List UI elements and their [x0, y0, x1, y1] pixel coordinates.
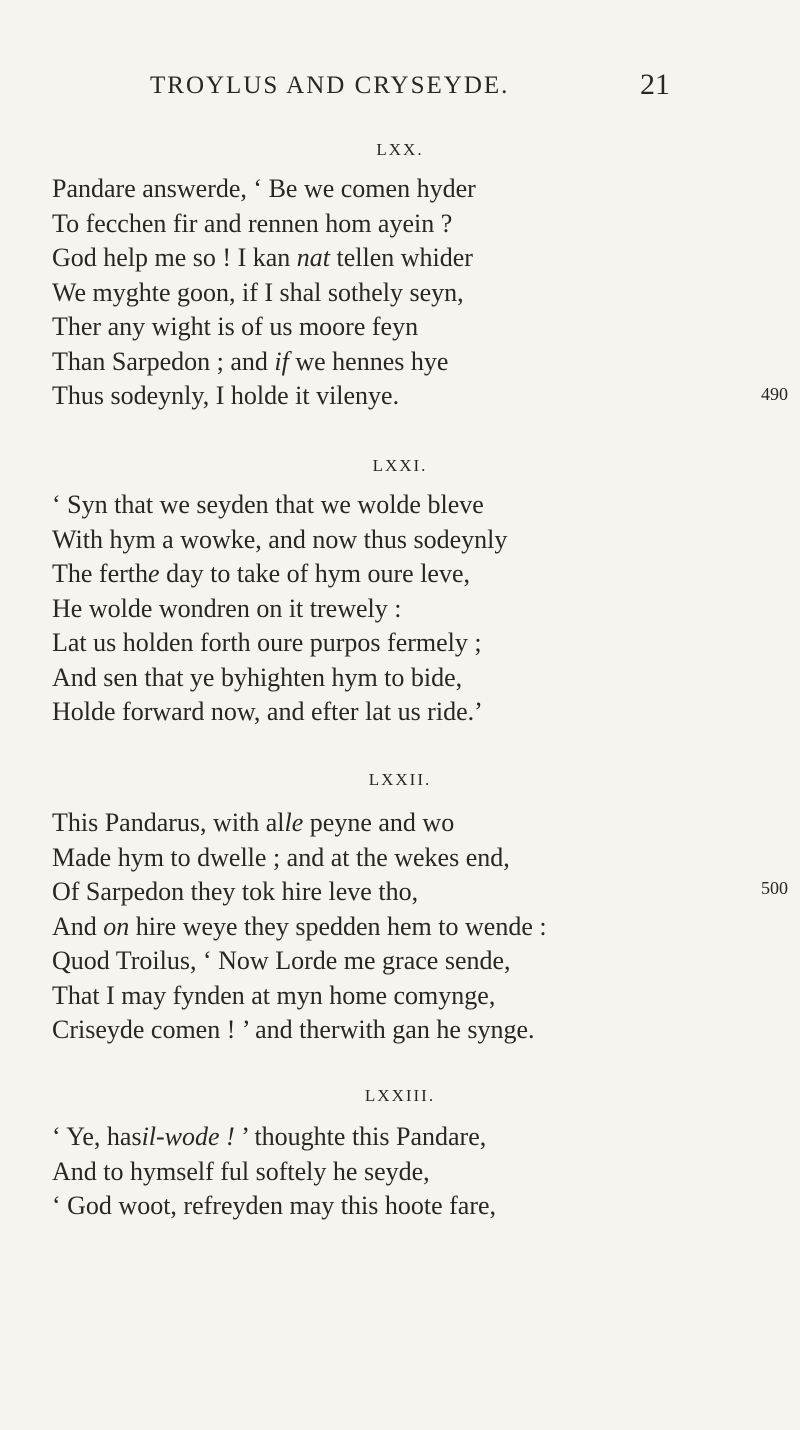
verse-line: To fecchen fir and rennen hom ayein ?	[52, 208, 453, 238]
verse-line: With hym a wowke, and now thus sodeynly	[52, 524, 508, 554]
verse-line: ‘ Syn that we seyden that we wolde bleve	[52, 490, 484, 519]
verse-line: And to hymself ful softely he seyde,	[52, 1156, 430, 1186]
verse-line: He wolde wondren on it trewely :	[52, 593, 402, 623]
verse-line: This Pandarus, with alle peyne and wo	[52, 808, 455, 837]
stanza-lxxi	[52, 488, 732, 730]
verse-line: ‘ God woot, refreyden may this hoote fare,	[52, 1191, 497, 1220]
verse-line: Ther any wight is of us moore feyn	[52, 312, 419, 341]
verse-line: Made hym to dwelle ; and at the wekes end,	[52, 842, 510, 872]
verse-line: We myghte goon, if I shal sothely seyn,	[52, 277, 464, 307]
stanza-number: LXXI.	[372, 456, 428, 475]
verse-line: Thus sodeynly, I holde it vilenye.	[52, 381, 400, 410]
stanza-lxxii	[52, 806, 732, 1048]
stanza-lxx	[52, 172, 732, 414]
verse-line: God help me so ! I kan nat tellen whider	[52, 243, 473, 272]
line-number: 490	[761, 384, 788, 404]
verse-line: Pandare answerde, ‘ Be we comen hyder	[52, 174, 476, 203]
verse-line: Holde forward now, and efter lat us ride.’	[52, 697, 483, 726]
verse-line: That I may fynden at myn home comynge,	[52, 980, 496, 1010]
verse-line: Of Sarpedon they tok hire leve tho,	[52, 877, 419, 906]
verse-line: Than Sarpedon ; and if we hennes hye	[52, 346, 449, 376]
running-header	[150, 68, 670, 112]
verse-line: Criseyde comen ! ’ and therwith gan he synge.	[52, 1015, 535, 1044]
verse-line: Quod Troilus, ‘ Now Lorde me grace sende,	[52, 946, 511, 975]
verse-line: The ferthe day to take of hym oure leve,	[52, 559, 471, 588]
verse-line: And sen that ye byhighten hym to bide,	[52, 662, 463, 692]
stanza-number: LXX.	[376, 140, 424, 159]
verse-line: ‘ Ye, hasil-wode ! ’ thoughte this Pandare,	[52, 1122, 487, 1151]
running-title: TROYLUS AND CRYSEYDE.	[150, 72, 510, 99]
page-number: 21	[640, 68, 670, 101]
line-number: 500	[761, 878, 788, 898]
stanza-lxxiii	[52, 1120, 732, 1224]
stanza-number: LXXII.	[368, 770, 432, 789]
verse-line: Lat us holden forth oure purpos fermely ;	[52, 628, 482, 657]
verse-line: And on hire weye they spedden hem to wende :	[52, 911, 547, 941]
stanza-number: LXXIII.	[364, 1086, 436, 1105]
